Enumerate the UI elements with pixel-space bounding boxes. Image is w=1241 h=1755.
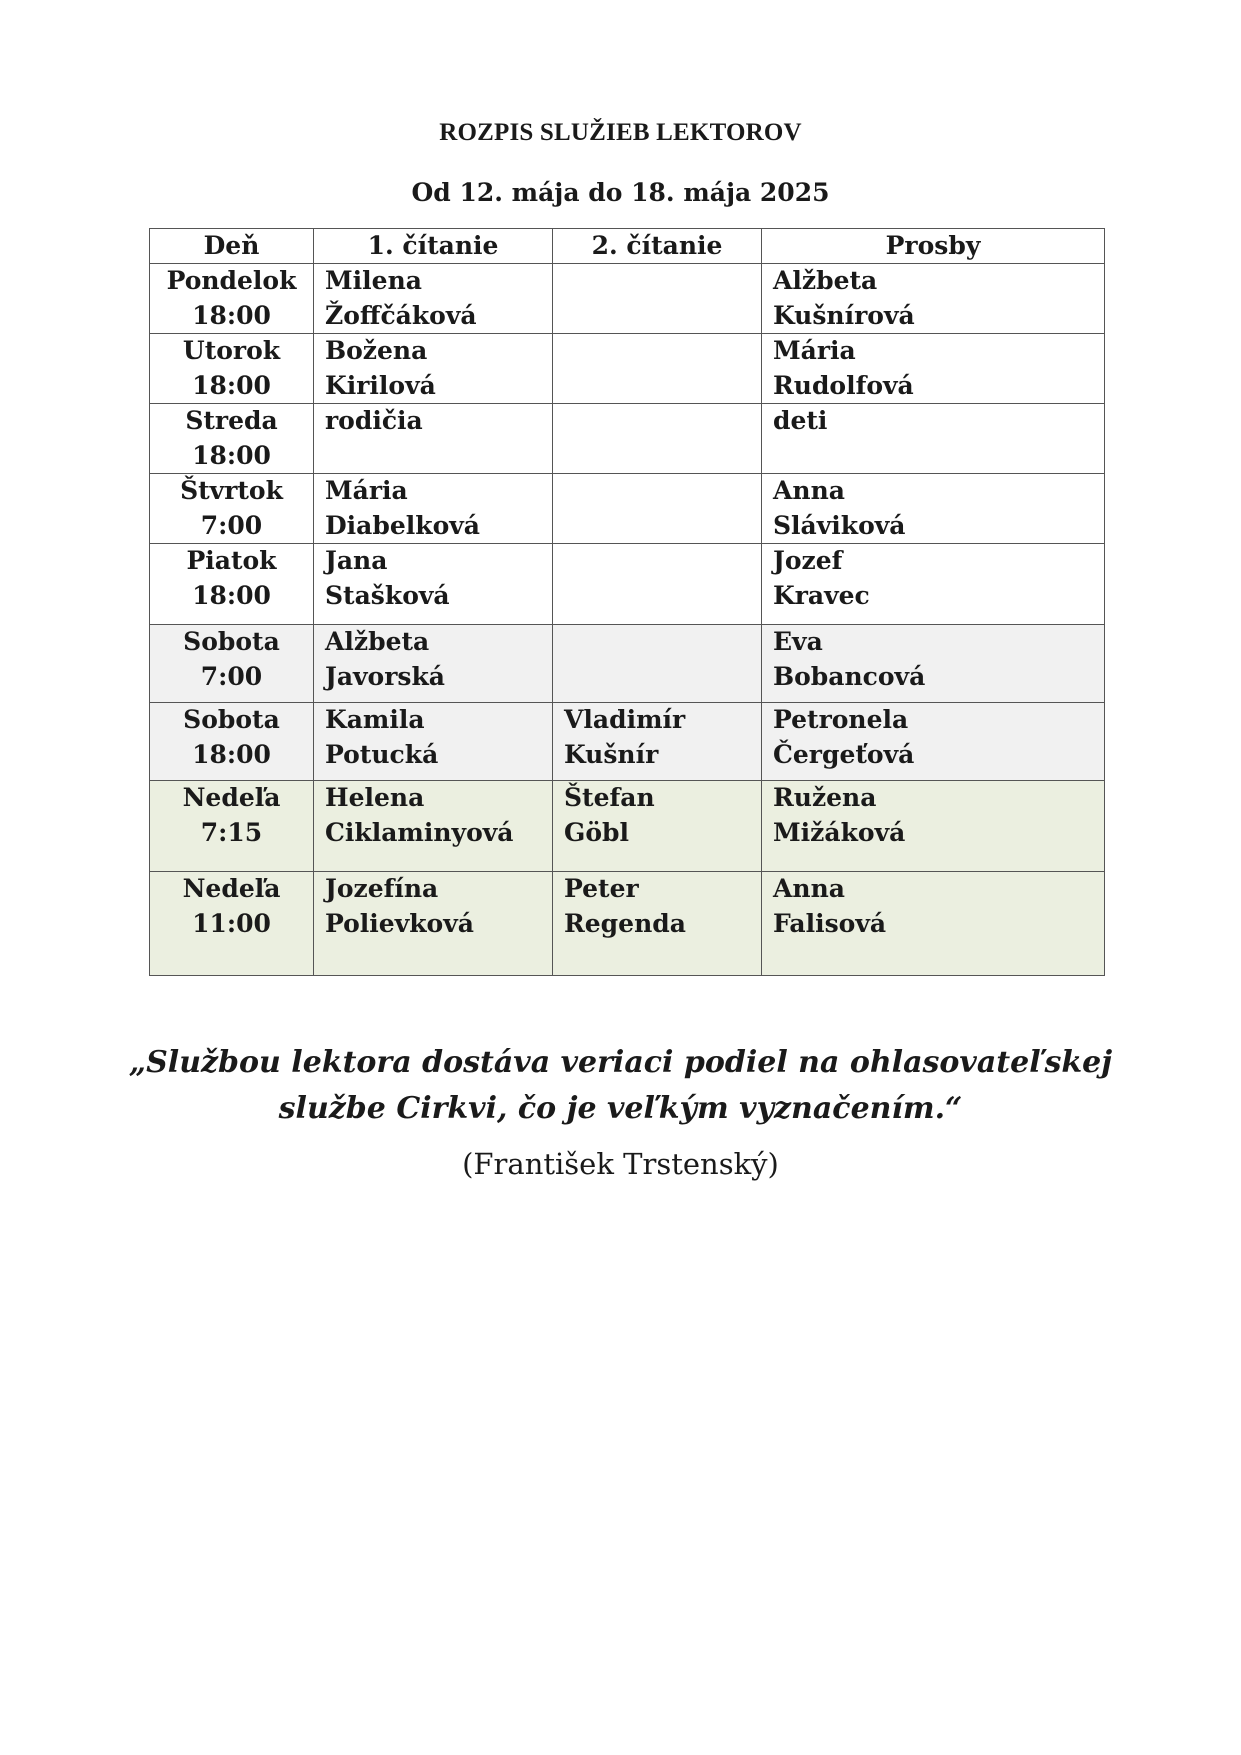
day-time: 18:00 [192, 739, 271, 769]
last-name: Žoffčáková [325, 300, 477, 330]
day-time: 7:00 [200, 510, 263, 540]
prayers-cell [762, 404, 1105, 474]
last-name: Potucká [325, 739, 439, 769]
first-reading-cell [314, 474, 553, 544]
first-name: rodičia [325, 406, 423, 435]
day-name: Štvrtok [180, 476, 283, 505]
table-row [150, 703, 1105, 781]
last-name: Sláviková [773, 510, 906, 540]
prayers-cell [762, 544, 1105, 625]
prayers-cell [762, 703, 1105, 781]
table-row [150, 544, 1105, 625]
last-name: Diabelková [325, 510, 480, 540]
last-name: Stašková [325, 580, 450, 610]
first-reading-cell [314, 781, 553, 872]
prayers-cell [762, 264, 1105, 334]
first-name: Helena [325, 783, 425, 812]
quote-line: službe Cirkvi, čo je veľkým vyznačením.“ [278, 1091, 963, 1126]
day-time: 18:00 [192, 370, 271, 400]
table-row [150, 404, 1105, 474]
last-name: Mižáková [773, 817, 906, 847]
day-name: Nedeľa [182, 874, 281, 903]
quote-block [0, 1040, 1241, 1132]
day-name: Pondelok [166, 266, 297, 295]
first-name: Anna [773, 476, 845, 505]
date-range-subtitle: Od 12. mája do 18. mája 2025 [411, 178, 830, 207]
header-prayers: Prosby [762, 229, 1105, 264]
day-time: 11:00 [192, 908, 271, 938]
lector-schedule-table [149, 228, 1105, 976]
first-name: Milena [325, 266, 422, 295]
first-name: Kamila [325, 705, 425, 734]
last-name: Rudolfová [773, 370, 914, 400]
second-reading-cell [553, 544, 762, 625]
day-cell [150, 264, 314, 334]
table-row [150, 781, 1105, 872]
first-name: Vladimír [564, 705, 686, 734]
day-time: 18:00 [192, 300, 271, 330]
first-name: Eva [773, 627, 823, 656]
prayers-cell [762, 872, 1105, 976]
first-name: Ružena [773, 783, 877, 812]
last-name: Falisová [773, 908, 887, 938]
first-name: Anna [773, 874, 845, 903]
table-row [150, 625, 1105, 703]
second-reading-cell [553, 625, 762, 703]
prayers-cell [762, 781, 1105, 872]
first-reading-cell [314, 544, 553, 625]
first-name: Božena [325, 336, 428, 365]
day-name: Utorok [182, 336, 281, 365]
page-title: ROZPIS SLUŽIEB LEKTOROV [439, 119, 802, 146]
first-name: Mária [325, 476, 408, 505]
last-name: Regenda [564, 908, 686, 938]
table-row [150, 474, 1105, 544]
first-reading-cell [314, 334, 553, 404]
day-time: 7:15 [200, 817, 263, 847]
day-cell [150, 781, 314, 872]
second-reading-cell [553, 872, 762, 976]
last-name: Bobancová [773, 661, 926, 691]
day-name: Sobota [183, 627, 280, 656]
second-reading-cell [553, 334, 762, 404]
last-name: Javorská [325, 661, 445, 691]
last-name: Čergeťová [773, 739, 915, 769]
day-time: 7:00 [200, 661, 263, 691]
first-name: Alžbeta [325, 627, 430, 656]
table-row [150, 264, 1105, 334]
prayers-cell [762, 334, 1105, 404]
header-first-reading: 1. čítanie [314, 229, 553, 264]
day-cell [150, 334, 314, 404]
last-name: Polievková [325, 908, 474, 938]
day-time: 18:00 [192, 580, 271, 610]
first-name: deti [773, 406, 828, 435]
last-name: Kušnír [564, 739, 659, 769]
day-cell [150, 625, 314, 703]
first-name: Jana [325, 546, 388, 575]
last-name: Kravec [773, 580, 870, 610]
table-header-row [150, 229, 1105, 264]
day-cell [150, 703, 314, 781]
first-reading-cell [314, 264, 553, 334]
first-name: Petronela [773, 705, 909, 734]
last-name: Ciklaminyová [325, 817, 514, 847]
first-name: Jozef [773, 546, 843, 575]
header-second-reading: 2. čítanie [553, 229, 762, 264]
second-reading-cell [553, 474, 762, 544]
first-name: Mária [773, 336, 856, 365]
quote-author: (František Trstenský) [462, 1147, 779, 1181]
quote-line: „Službou lektora dostáva veriaci podiel na ohlasovateľskej [128, 1045, 1113, 1080]
second-reading-cell [553, 264, 762, 334]
first-name: Štefan [564, 783, 655, 812]
prayers-cell [762, 625, 1105, 703]
first-name: Jozefína [325, 874, 439, 903]
day-cell [150, 872, 314, 976]
day-name: Nedeľa [182, 783, 281, 812]
first-name: Alžbeta [773, 266, 878, 295]
first-name: Peter [564, 874, 639, 903]
day-name: Sobota [183, 705, 280, 734]
day-cell [150, 544, 314, 625]
last-name: Göbl [564, 817, 630, 847]
header-day: Deň [150, 229, 314, 264]
day-cell [150, 404, 314, 474]
first-reading-cell [314, 625, 553, 703]
table-row [150, 872, 1105, 976]
day-name: Piatok [186, 546, 277, 575]
day-cell [150, 474, 314, 544]
first-reading-cell [314, 872, 553, 976]
day-time: 18:00 [192, 440, 271, 470]
first-reading-cell [314, 404, 553, 474]
first-reading-cell [314, 703, 553, 781]
last-name: Kušnírová [773, 300, 915, 330]
day-name: Streda [185, 406, 278, 435]
second-reading-cell [553, 703, 762, 781]
second-reading-cell [553, 404, 762, 474]
table-row [150, 334, 1105, 404]
second-reading-cell [553, 781, 762, 872]
last-name: Kirilová [325, 370, 436, 400]
prayers-cell [762, 474, 1105, 544]
